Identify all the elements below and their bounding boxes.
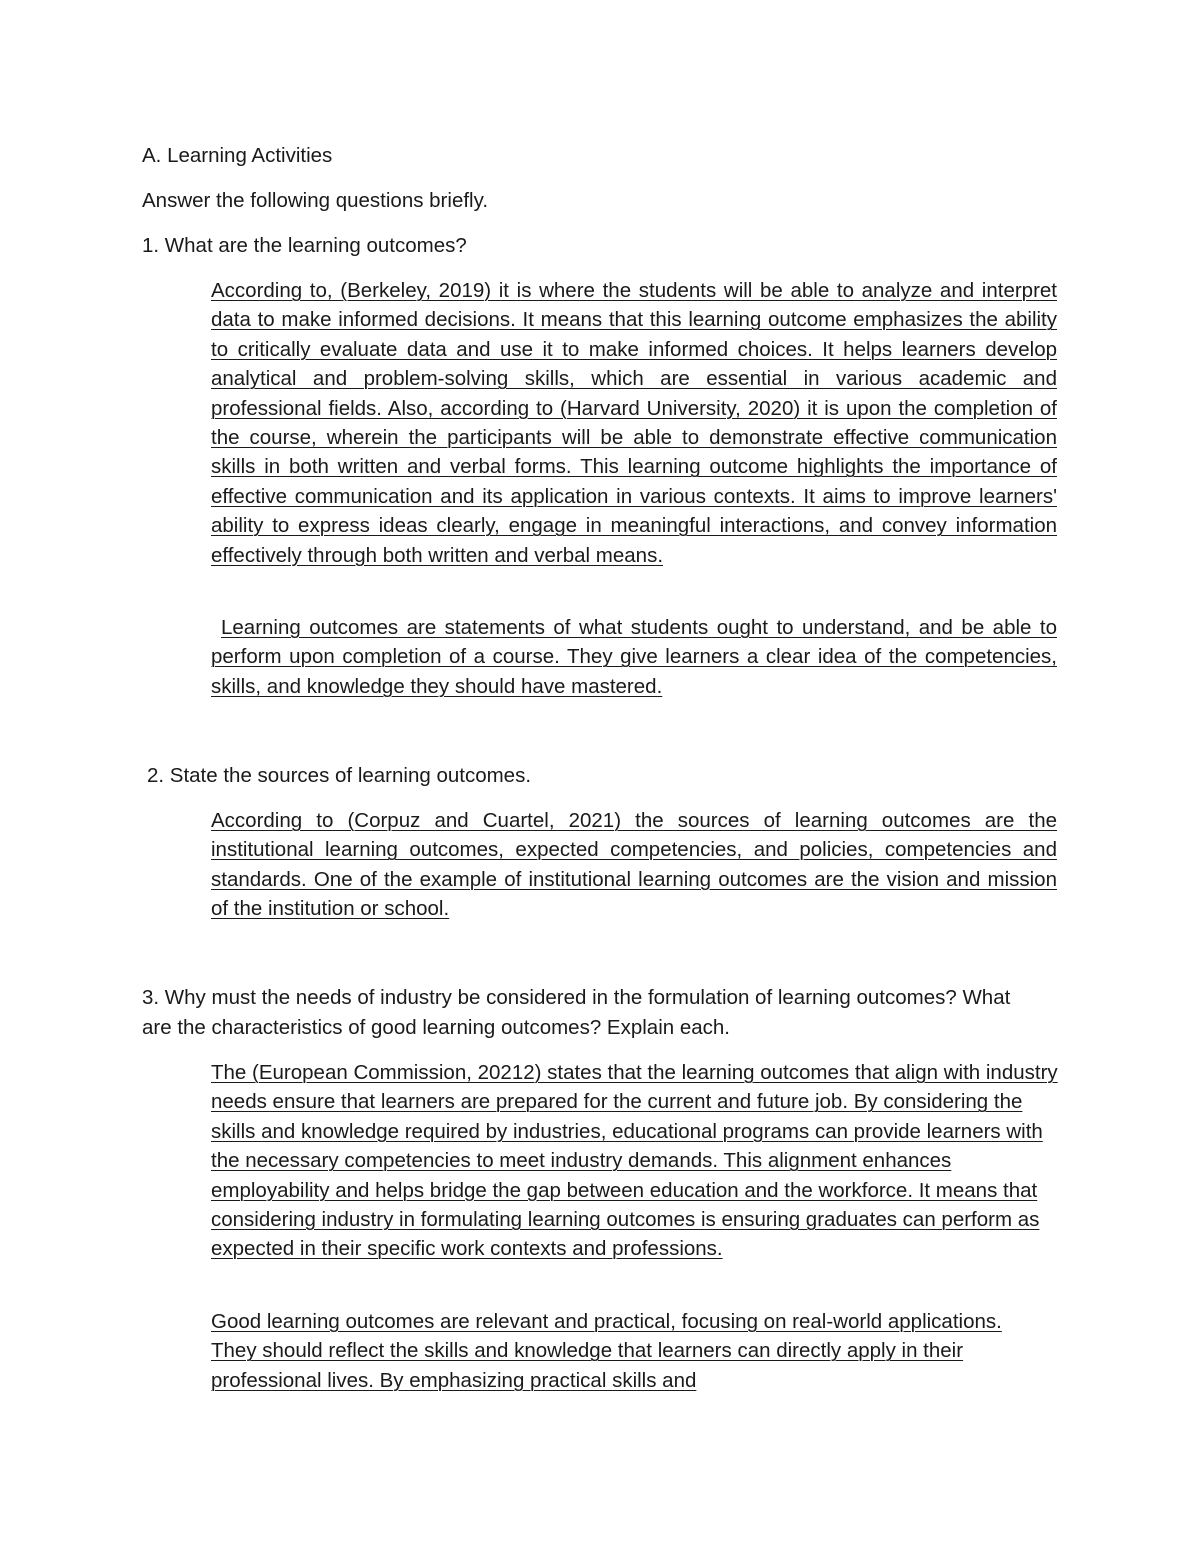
answer-3-paragraph-1: The (European Commission, 20212) states that the learning outcomes that align with industry needs ensure that learners are prepared for the current and future job. By considering the skills and knowledge required by industries, educational programs can provide learners with the necessary competencies to meet industry demands. This alignment enhances employability and helps bridge the gap between education and the workforce. It means that considering industry in formulating learning outcomes is ensuring graduates can perform as expected in their specific work contexts and professions. [211,1061,1058,1261]
answer-1-paragraph-2: Learning outcomes are statements of what students ought to understand, and be able to perform upon completion of a course. They give learners a clear idea of the competencies, skills, and knowledge they should have mastered. [211,616,1057,698]
question-1: 1. What are the learning outcomes? [142,234,467,257]
instruction-text: Answer the following questions briefly. [142,189,489,212]
answer-2-paragraph-1: According to (Corpuz and Cuartel, 2021) the sources of learning outcomes are the institutional learning outcomes, expected competencies, and policies, competencies and standards. One of the example of institutional learning outcomes are the vision and mission of the institution or school. [211,809,1057,921]
question-3: 3. Why must the needs of industry be considered in the formulation of learning outcomes? What are the characteristics of good learning outcomes? Explain each. [142,986,1011,1039]
section-title: A. Learning Activities [142,144,333,167]
question-2: 2. State the sources of learning outcomes. [147,764,532,787]
answer-3-paragraph-2: Good learning outcomes are relevant and practical, focusing on real-world applications. They should reflect the skills and knowledge that learners can directly apply in their professional lives. By emphasizing practical skills and [211,1310,1002,1392]
answer-1-paragraph-1: According to, (Berkeley, 2019) it is where the students will be able to analyze and interpret data to make informed decisions. It means that this learning outcome emphasizes the ability to critically evaluate data and use it to make informed choices. It helps learners develop analytical and problem-solving skills, which are essential in various academic and professional fields. Also, according to (Harvard University, 2020) it is upon the completion of the course, wherein the participants will be able to demonstrate effective communication skills in both written and verbal forms. This learning outcome highlights the importance of effective communication and its application in various contexts. It aims to improve learners' ability to express ideas clearly, engage in meaningful interactions, and convey information effectively through both written and verbal means. [211,279,1057,567]
